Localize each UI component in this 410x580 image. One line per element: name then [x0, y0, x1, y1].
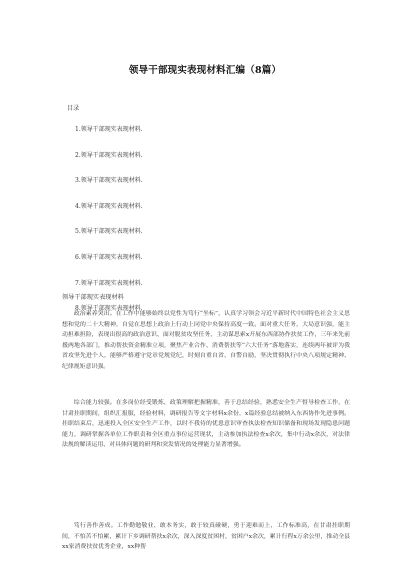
- toc-item[interactable]: 5.领导干部现实表现材料.: [75, 228, 143, 236]
- toc-heading: 目录: [67, 105, 80, 112]
- body-paragraph: 综合能力较强。在多岗位经受锻炼，政策理解把握精准，善于总结经验，熟悉安全生产督导检查工作，在甘肃挂职期间，组织汇报服，经验材料，调研报告等文字材料x余份，x篇经验总结被纳入东西协作先进事例。挂职结束后，迅速投入全区安全生产工作，以时不我待的优患意识审查执法检查知识储备和现场发现隐患问题能力，调研掌握各单位工作职责和全区重点事位运营现状，主动参加执法检查x余次，集中行动x余次，对法律法规的解读运用、对具体问题的研判和突发情况的处理能力显著增强。: [62, 400, 350, 449]
- toc-item[interactable]: 1.领导干部现实表现材料.: [75, 126, 143, 133]
- toc-item[interactable]: 6.领导干部现实表现材料.: [75, 253, 143, 261]
- toc-item[interactable]: 8.领导干部现实表现材料.: [75, 305, 143, 313]
- body-paragraph: 政治素养突出。在工作中能够始终以党性为笃行“坐标”，认真学习领会习近平新时代中国特色社会主义思想和党的二十大精神，自觉在思想上政治上行动上同党中央保持高度一致。面对重大任务，大局意识强，能主动担难担险，表现出很高的政治意识、面对脱贫攻坚任务，主动谋思索x开展东西部协作扶贫工作，三年来先前援两地各部门，推动帮扶资金精准立项，聚焦产业合作、消费帮扶等“六大任务”落地落实，连续两年被评为我省攻坚先进个人，能够严格遵守党章党规党纪，时刻自重自省、自警自励，坚决贯彻执行中央八项规定精神、纪律规矩意识强。: [62, 311, 350, 370]
- body-paragraph: 笃行善作善成。工作勤勉敬业、敢本务实，敢于较真碰硬，勇于迎难而上，工作标准高，在甘肃挂职期间，不怕苦不怕累，累计下乡调研帮扶x余次，深入深度贫困村，贫困户x余次，累计行程x万余公里，推动全县xx家消费扶贫优秀企业，xx种帮: [62, 523, 350, 551]
- toc-item[interactable]: 3.领导干部现实表现材料.: [75, 177, 143, 185]
- document-title: 领导干部现实表现材料汇编（8篇）: [128, 65, 282, 76]
- toc-item[interactable]: 7.领导干部现实表现材料.: [75, 279, 143, 287]
- toc-item[interactable]: 2.领导干部现实表现材料.: [75, 151, 143, 159]
- toc-item[interactable]: 4.领导干部现实表现材料.: [75, 202, 143, 210]
- section-heading: 领导干部现实表现材料: [62, 294, 124, 301]
